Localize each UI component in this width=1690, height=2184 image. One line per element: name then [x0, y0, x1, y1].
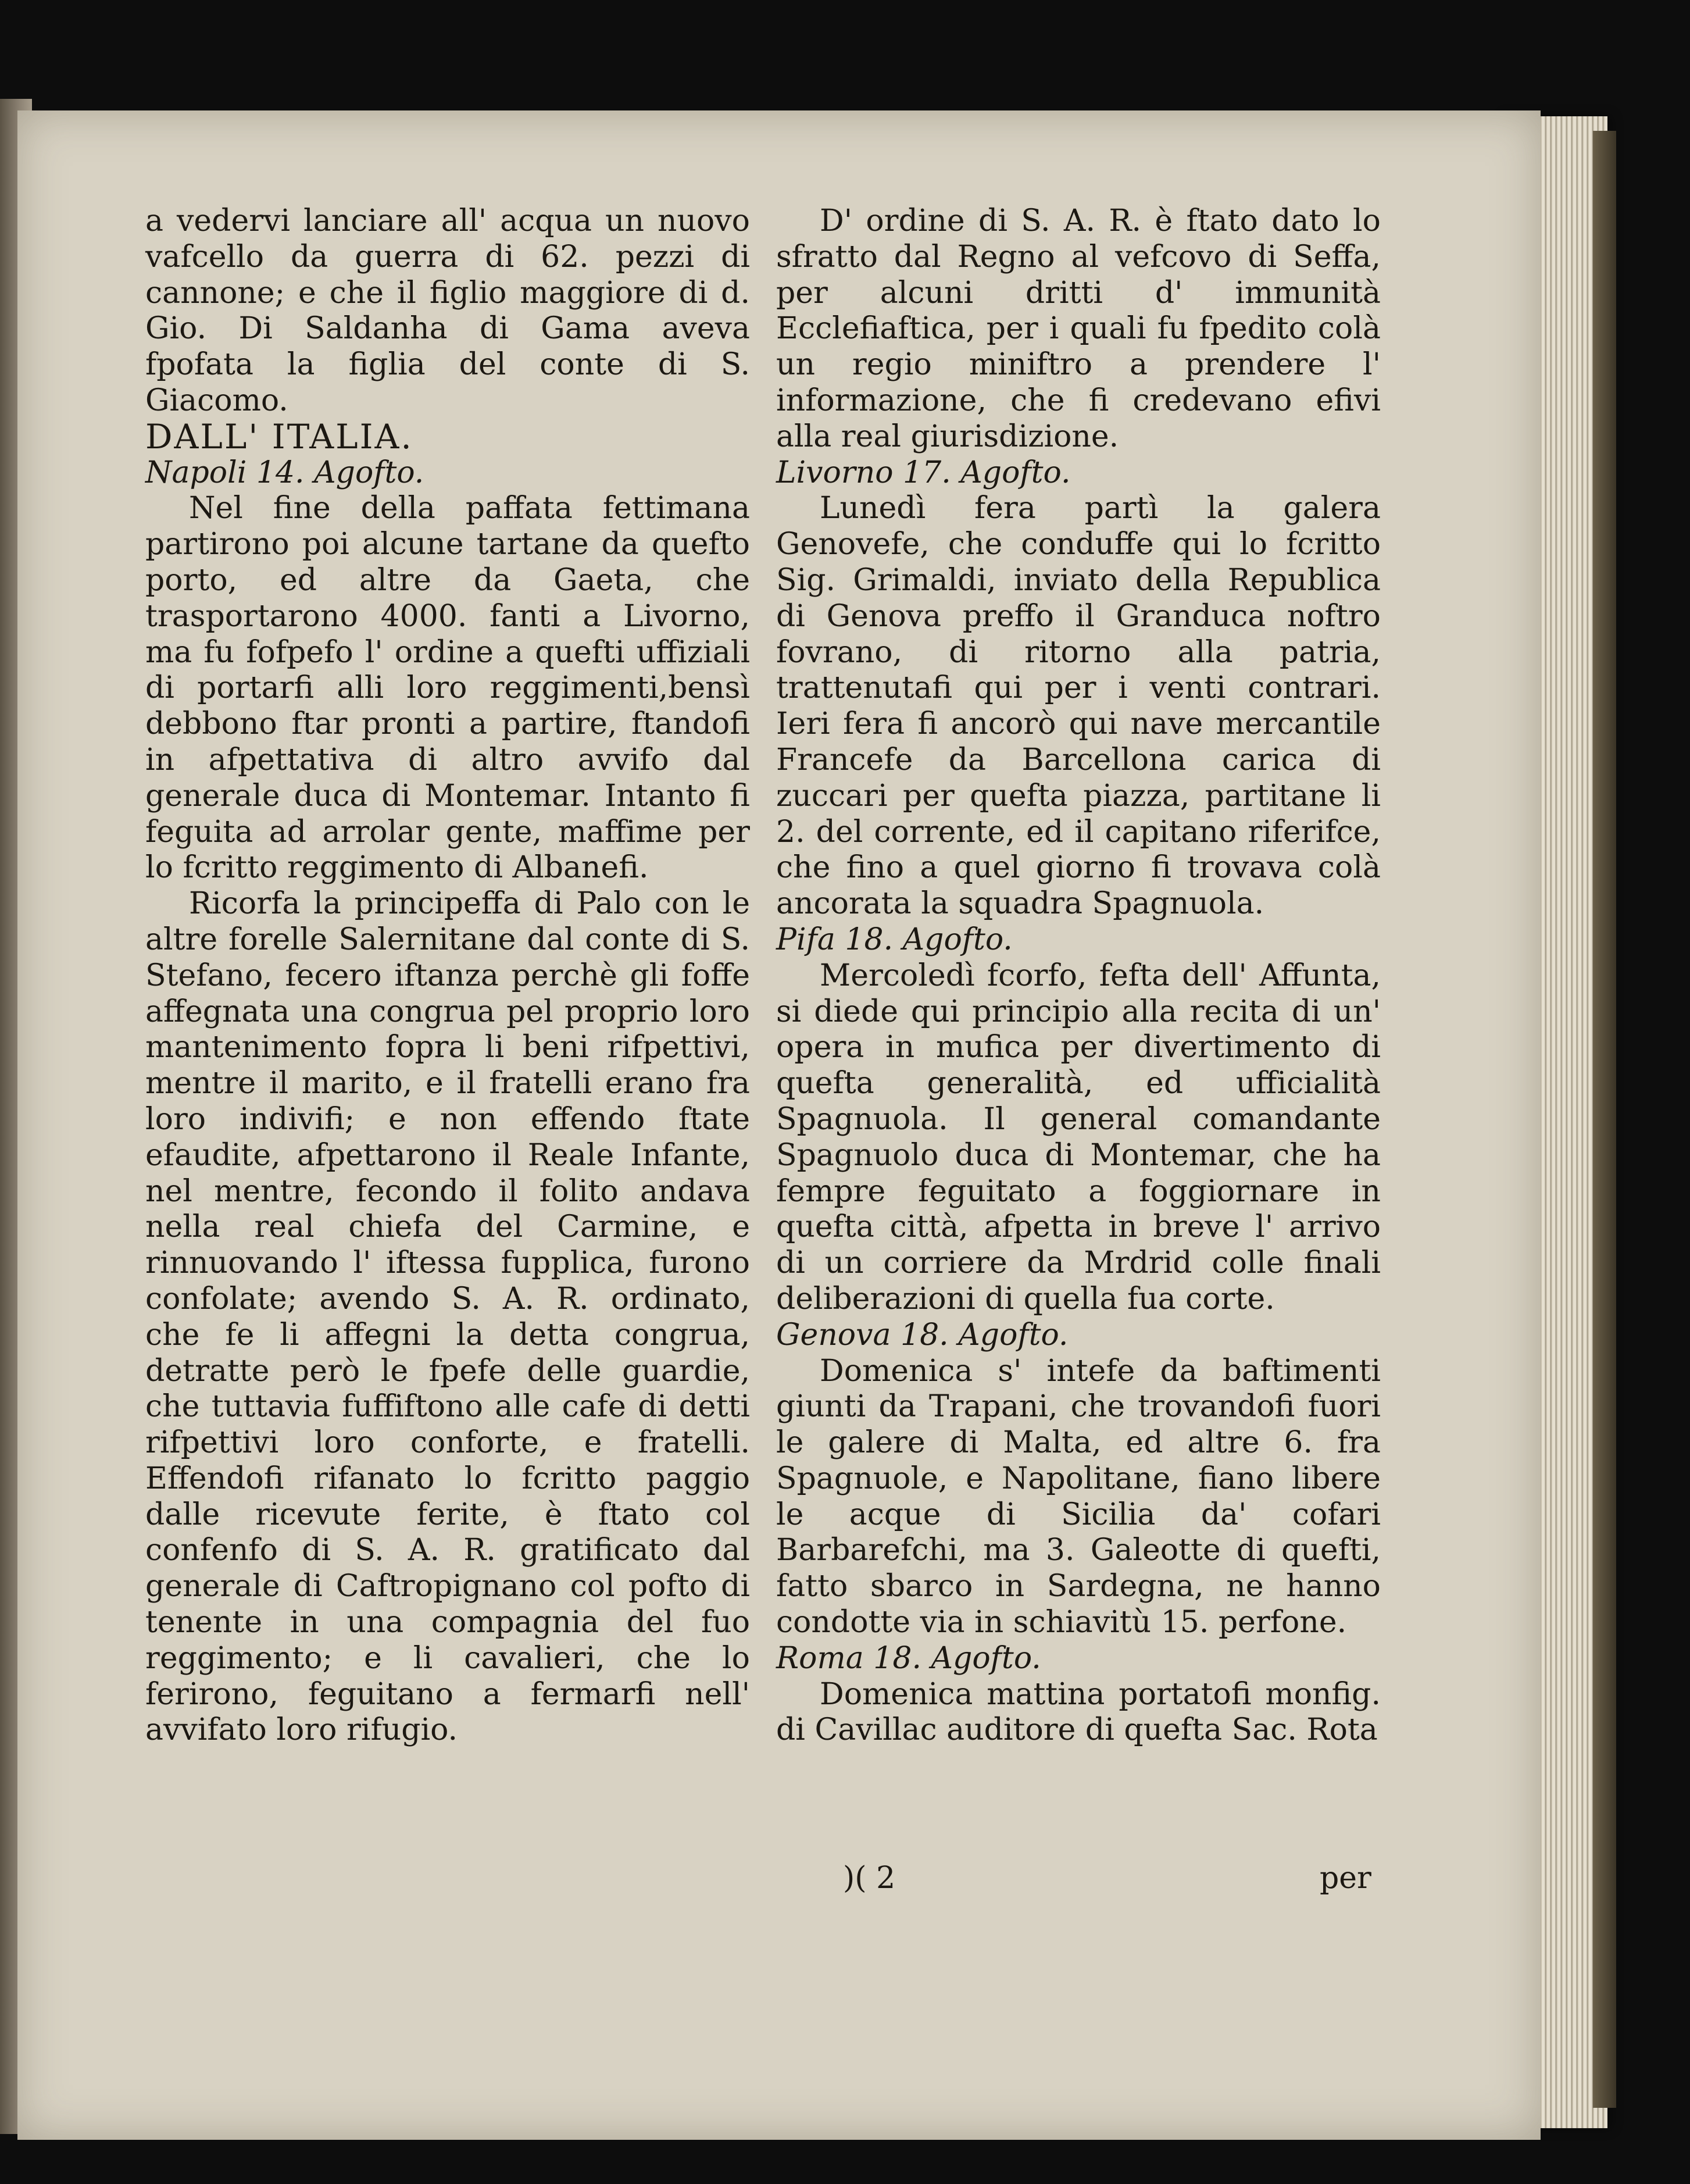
- continuation-paragraph: a vedervi lanciare all' acqua un nuovo vafcello da guerra di 62. pezzi di cannone; e che il figlio maggiore di d. Gio. Di Saldanha di Gama aveva fpofata la figlia del conte di S. Giacomo.: [145, 204, 750, 418]
- pisa-paragraph: Mercoledì fcorfo, fefta dell' Affunta, si diede qui principio alla recita di un' opera in mufica per divertimento di quefta generalità, ed ufficialità Spagnuola. Il general comandante Spagnuolo duca di Montemar, che ha fempre feguitato a foggiornare in quefta città, afpetta in breve l' arrivo di un corriere da Mrdrid colle finali deliberazioni di quella fua corte.: [776, 958, 1381, 1316]
- livorno-paragraph: Lunedì fera partì la galera Genovefe, che conduffe qui lo fcritto Sig. Grimaldi, inviato della Republica di Genova preffo il Granduca noftro fovrano, di ritorno alla patria, trattenutafi qui per i venti contrari. Ieri fera fi ancorò qui nave mercantile Francefe da Barcellona carica di zuccari per quefta piazza, partitane li 2. del corrente, ed il capitano riferifce, che fino a quel giorno fi trovava colà ancorata la squadra Spagnuola.: [776, 491, 1381, 922]
- genova-dateline: Genova 18. Agofto.: [776, 1317, 1069, 1352]
- cover-edge: [1593, 131, 1616, 2108]
- section-heading: DALL' ITALIA.: [145, 416, 413, 456]
- livorno-dateline: Livorno 17. Agofto.: [776, 455, 1071, 490]
- sessa-paragraph: D' ordine di S. A. R. è ftato dato lo sfratto dal Regno al vefcovo di Seffa, per alcuni dritti d' immunità Ecclefiaftica, per i quali fu fpedito colà un regio miniftro a prendere l' informazione, che fi credevano efivi alla real giurisdizione.: [776, 204, 1381, 454]
- right-column: [776, 204, 1381, 1748]
- napoli-paragraph-2: Ricorfa la principeffa di Palo con le altre forelle Salernitane dal conte di S. Stefano, fecero iftanza perchè gli foffe affegnata una congrua pel proprio loro mantenimento fopra li beni rifpettivi, mentre il marito, e il fratelli erano fra loro indivifi; e non effendo ftate efaudite, afpettarono il Reale Infante, nel mentre, fecondo il folito andava nella real chiefa del Carmine, e rinnuovando l' iftessa fupplica, furono confolate; avendo S. A. R. ordinato, che fe li affegni la detta congrua, detratte però le fpefe delle guardie, che tuttavia fuffiftono alle cafe di detti rifpettivi loro conforte, e fratelli. Effendofi rifanato lo fcritto paggio dalle ricevute ferite, è ftato col confenfo di S. A. R. gratificato dal generale di Caftropignano col pofto di tenente in una compagnia del fuo reggimento; e li cavalieri, che lo ferirono, feguitano a fermarfi nell' avvifato loro rifugio.: [145, 886, 750, 1748]
- signature-mark: )( 2: [843, 1861, 896, 1896]
- left-column: [145, 204, 750, 1748]
- napoli-dateline: Napoli 14. Agofto.: [145, 455, 424, 490]
- pisa-dateline: Pifa 18. Agofto.: [776, 922, 1013, 957]
- roma-paragraph: Domenica mattina portatofi monfig. di Cavillac auditore di quefta Sac. Rota: [776, 1676, 1381, 1748]
- roma-dateline: Roma 18. Agofto.: [776, 1640, 1041, 1676]
- catchword: per: [1320, 1861, 1371, 1896]
- napoli-paragraph-1: Nel fine della paffata fettimana partirono poi alcune tartane da quefto porto, ed altre da Gaeta, che trasportarono 4000. fanti a Livorno, ma fu fofpefo l' ordine a quefti uffiziali di portarfi alli loro reggimenti,bensì debbono ftar pronti a partire, ftandofi in afpettativa di altro avvifo dal generale duca di Montemar. Intanto fi feguita ad arrolar gente, maffime per lo fcritto reggimento di Albanefi.: [145, 491, 750, 886]
- genova-paragraph: Domenica s' intefe da baftimenti giunti da Trapani, che trovandofi fuori le galere di Malta, ed altre 6. fra Spagnuole, e Napolitane, fiano libere le acque di Sicilia da' cofari Barbarefchi, ma 3. Galeotte di quefti, fatto sbarco in Sardegna, ne hanno condotte via in schiavitù 15. perfone.: [776, 1353, 1381, 1640]
